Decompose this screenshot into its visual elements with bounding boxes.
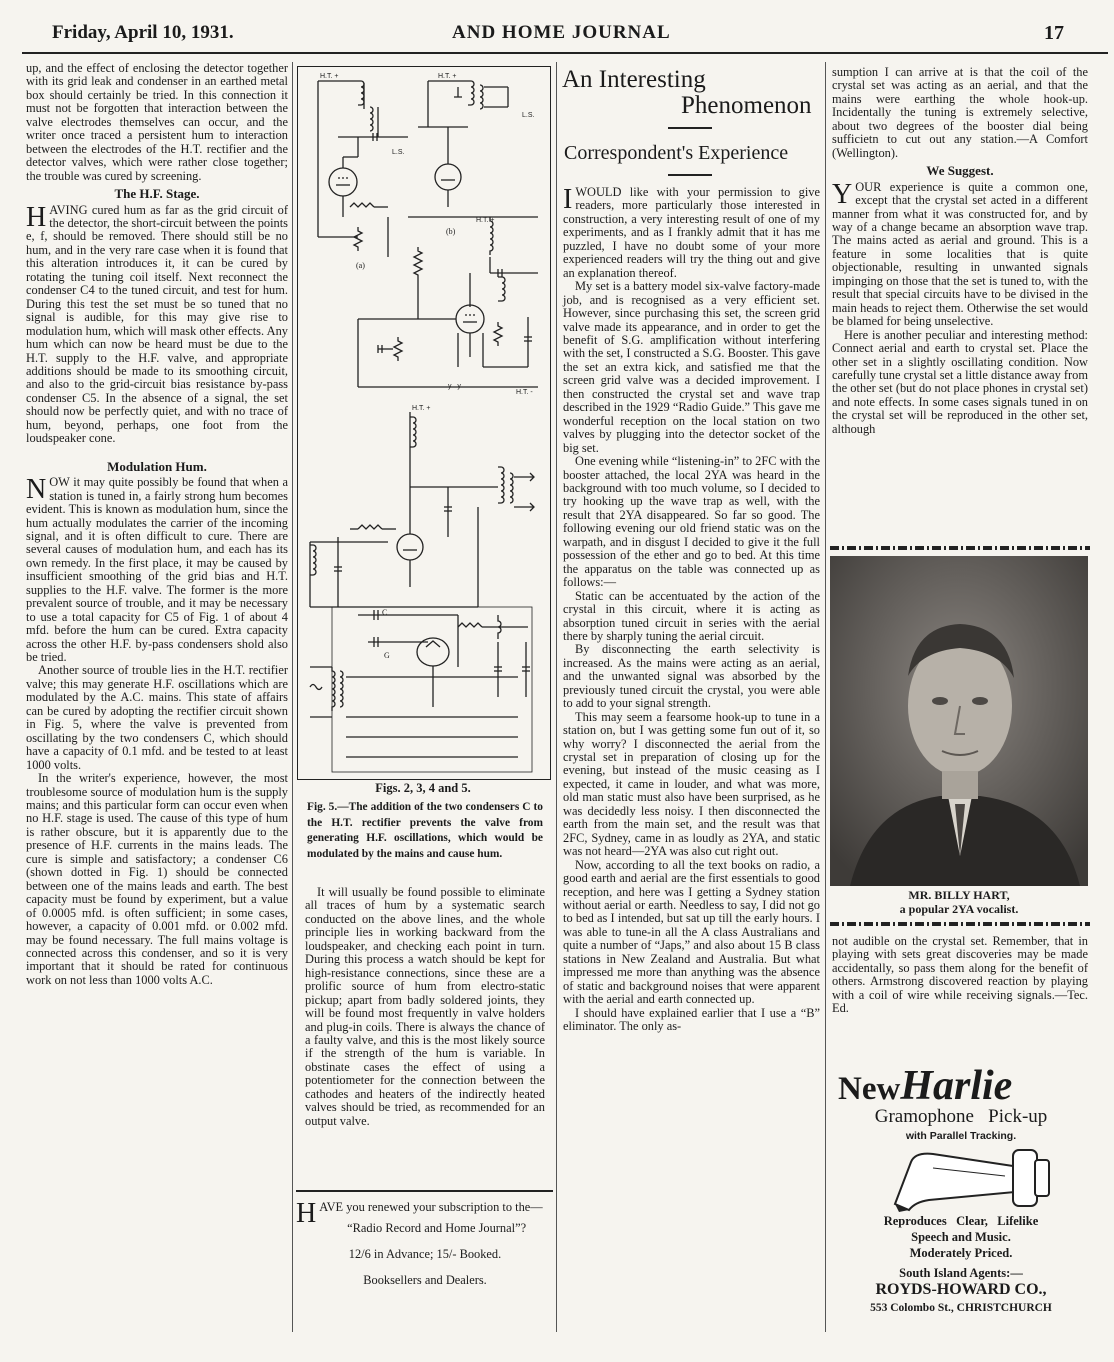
label-ht-plus: H.T. +: [438, 73, 457, 80]
drop-cap: H: [26, 201, 47, 233]
headline-line-2: Phenomenon: [681, 92, 812, 119]
label-ht-plus: H.T. +: [412, 405, 431, 412]
ad-line-3: Moderately Priced.: [909, 1246, 1013, 1260]
article-paragraph: This may seem a fearsome hook-up to tune in a station on, but I was getting some fun out of it, so why worry? I disconnected the aerial from the crystal set in preparation of closing up for the evening, but instead of the music ceasing as I expected, it came in louder, and what was more, old man static must also have been surprised, as he was decidedly less noisy. I then disconnected the earth from the main set, and the result was that 2FC, Sydney, came in as loudly as 2YA, and static was not heard—2YA was also cut right out.: [563, 709, 820, 859]
ad-company: ROYDS-HOWARD CO.,: [875, 1281, 1047, 1298]
column-rule: [556, 62, 557, 1332]
subscription-title: “Radio Record and Home Journal”?: [347, 1221, 527, 1235]
col1-paragraph: In the writer's experience, however, the most troublesome source of modulation hum is the supply mains; and this particular form can occur even when no H.F. stage is used. The cause of this type of hum is rather obscure, but it is apparently due to the presence of H.F. currents in the mains leads. The cure is simple and satisfactory; a condenser C6 (shown dotted in Fig. 1) should be connected between one of the mains leads and earth. The best capacity must be found by experiment, but a value of 0.0005 mfd. is often sufficient; in some cases, however, a capacity of 0.001 mfd. or 0.002 mfd. may be found necessary. The full mains voltage is connected across this condenser, and so it is very important that it should be rated for continuous work on not less than 1000 volts A.C.: [26, 771, 288, 987]
column-4-continued: [832, 935, 1088, 1016]
ad-brand-new: New: [838, 1071, 901, 1107]
label-yy: y y: [448, 383, 461, 390]
article-subhead: Correspondent's Experience: [564, 142, 789, 164]
photo-border-top: [830, 546, 1090, 550]
article-paragraph: One evening while “listening-in” to 2FC with the booster attached, the local 2YA was heard in the background with too much volume, so I decided to try hooking up the wave trap as well, with the result that 2YA disappeared. So far so good. The following evening our old friend static was on the warpath, and in disgust I decided to give it the full possession of the ether and go to bed. At this time the apparatus on the table was connected up as follows:—: [563, 454, 820, 590]
heading-modulation-hum: Modulation Hum.: [107, 458, 207, 474]
ad-line-2: Speech and Music.: [911, 1230, 1011, 1244]
column-2-text: [305, 886, 545, 1128]
col4-text: OUR experience is quite a common one, except that the crystal set acted in a different manner from what it was constructed for, and by way of a change became an absorption wave trap. The mains acted as aerial and ground. This is a feature in some localities that is quite objectionable, resulting in unwanted signals impinging on those that the set is tuned to, with the result that special circuits have to be divised in the main heads to reject them. Otherwise the set would be blamed for being unselective.: [832, 179, 1088, 329]
column-rule: [825, 62, 826, 1332]
column-4: [832, 66, 1088, 436]
ad-tagline: with Parallel Tracking.: [905, 1130, 1017, 1142]
label-c: C: [382, 608, 388, 617]
label-ht-plus: H.T. +: [476, 217, 495, 224]
heading-hf-stage: The H.F. Stage.: [114, 186, 200, 202]
col1-paragraph: Another source of trouble lies in the H.T. rectifier valve; this may generate H.F. oscillations which are modulated by the A.C. mains. This state of affairs can be cured by adopting the rectifier circuit shown in Fig. 5, where the valve is prevented from oscillating by the two condensers C, which should have a capacity of 0.1 mfd. and be tested to at least 1000 volts.: [26, 663, 288, 772]
column-1: [26, 62, 288, 987]
drop-cap: I: [563, 184, 573, 215]
col1-paragraph: [26, 201, 288, 446]
circuit-diagrams: [297, 66, 551, 780]
portrait-photo: [830, 556, 1088, 886]
photo-caption-desc: a popular 2YA vocalist.: [899, 902, 1019, 916]
subhead-rule: [668, 174, 712, 176]
ad-brand: [838, 1062, 1012, 1110]
ad-line-1: Reproduces Clear, Lifelike: [883, 1214, 1039, 1228]
label-ht-plus: H.T. +: [320, 73, 339, 80]
drop-cap: Y: [832, 178, 853, 210]
column-rule: [292, 62, 293, 1332]
label-ls: L.S.: [522, 112, 535, 119]
label-fig-a: (a): [356, 261, 365, 270]
ad-address: 553 Colombo St., CHRISTCHURCH: [870, 1302, 1052, 1314]
column-3: [563, 186, 820, 1034]
photo-border-bottom: [830, 922, 1090, 926]
heading-we-suggest: We Suggest.: [926, 163, 994, 179]
article-paragraph: I should have explained earlier that I use a “B” eliminator. The only as-: [563, 1005, 820, 1034]
subscription-text: AVE you renewed your subscription to the—: [319, 1200, 543, 1214]
circuit-drawing: [298, 67, 550, 779]
article-paragraph: By disconnecting the earth selectivity is increased. As the mains were acting as an aerial, and the unwanted signal was absorbed by the previously tuned circuit the crystal, you were able to add to your signal strength.: [563, 642, 820, 711]
col4-paragraph: not audible on the crystal set. Remember, that in playing with sets great discoveries may be made accidentally, so pass them along for the benefit of others. Armstrong discovered reaction by playing with a coil of wire while receiving signals.—Tec. Ed.: [832, 934, 1088, 1016]
article-paragraph: Now, according to all the text books on radio, a good earth and aerial are the first essentials to good reception, and here was I getting a Sydney station without aerial or earth. Needless to say, I did not go to bed as I intended, but sat up till the early hours. I was able to tune-in all the A class Australians and quite a number of “Japs,” and also about 15 B class stations in New Zealand and Australia. But what impressed me more than anything was the absence of static and background noises that were apparent with the aerial and earth connected up.: [563, 857, 820, 1007]
article-text: WOULD like with your permission to give readers, more particularly those interested in construction, a very interesting result of one of my experiments, and as I frankly admit that it has me puzzled, I have no doubt some of your more experienced readers will try the thing out and give an explanation thereof.: [563, 185, 820, 280]
headline-line-1: An Interesting: [562, 66, 706, 93]
portrait-image: [830, 556, 1088, 886]
drop-cap: H: [296, 1198, 317, 1229]
section-rule: [296, 1190, 553, 1192]
label-ht-minus: H.T. -: [516, 389, 533, 396]
subscription-notice: [296, 1196, 554, 1293]
label-ls: L.S.: [392, 149, 405, 156]
advertisement: [830, 1062, 1092, 1324]
masthead-title: AND HOME JOURNAL: [452, 22, 671, 43]
headline-rule: [668, 127, 712, 129]
drop-cap: N: [26, 474, 47, 506]
ad-brand-name: Harlie: [900, 1063, 1013, 1109]
label-fig-b: (b): [446, 227, 456, 236]
col4-paragraph: Here is another peculiar and interesting method: Connect aerial and earth to crystal set. Place the other set in a slightly oscillating condition. Now carefully tune crystal set a little distance away from the other set (but do not place phones in crystal set) and note effects. In some cases signals tuned in on the crystal set will be reproduced in the other set, although: [832, 327, 1088, 436]
article-paragraph: [563, 186, 820, 280]
col1-text: OW it may quite possibly be found that when a station is tuned in, a fairly strong hum becomes evident. This is known as modulation hum, since the hum actually modulates the carrier of the incoming signal, and it is often difficult to cure. There are several causes of modulation hum, and each has its own remedy. In the first place, it may be caused by insufficient smoothing of the grid bias and H.T. supplies to the H.F. valve. The former is the more prevalent source of trouble, and it may be necessary to use a total capacity for C5 of Fig. 1 of about 4 mfd. before the hum can be cured. Extra capacity across the other H.F. by-pass condensers shold also be tried.: [26, 475, 288, 665]
col4-paragraph: [832, 178, 1088, 329]
header-rule: [22, 52, 1108, 54]
subscription-sellers: Booksellers and Dealers.: [363, 1273, 487, 1287]
fig5-caption: Fig. 5.—The addition of the two condensers C to the H.T. rectifier prevents the valve from generating H.F. oscillations, which would be modulated by the mains and cause hum.: [307, 801, 543, 860]
article-paragraph: My set is a battery model six-valve factory-made job, and is recognised as a very efficient set. However, since purchasing this set, the screen grid valve made its appearance, and in order to get the benefit of S.G. amplification without interfering with the set, I constructed a S.G. Booster. This gave the set an extra kick, and satisfied me that the screen grid valve was a decided improvement. I then constructed the crystal set and wave trap described in the 1929 “Radio Guide.” This gave me wonderful reception on the local station on two valves by plugging into the detector socket of the big set.: [563, 279, 820, 455]
photo-caption-name: MR. BILLY HART,: [908, 888, 1010, 902]
label-g: G: [384, 651, 390, 660]
issue-date: Friday, April 10, 1931.: [52, 22, 234, 43]
photo-caption: [830, 888, 1088, 916]
ad-product: Gramophone Pick-up: [874, 1106, 1048, 1127]
figures-caption: Figs. 2, 3, 4 and 5.: [375, 781, 471, 795]
pickup-illustration: [885, 1140, 1065, 1214]
col1-text: AVING cured hum as far as the grid circuit of the detector, the short-circuit between the points e, f, should be removed. There should still be no hum, and in the very rare case when it is found that this alteration introduces it, it can be cured by rotating the tuning coil itself. Next reconnect the condenser C4 to the tuned circuit, and test for hum. During this test the set must be so tuned that no signal is audible, for this may give rise to modulation hum, which will mask other effects. Any hum which can now be heard must be due to the H.T. supply to the H.F. valve, and appropriate additions should be made to its smoothing circuit, and also to the grid-circuit bias resistance by-pass condenser C5. In the absence of a signal, the set should now be perfectly quiet, and with no trace of hum, beyond, perhaps, one foot from the loudspeaker cone.: [26, 202, 288, 446]
col1-paragraph: up, and the effect of enclosing the detector together with its grid leak and condenser in an earthed metal box should certainly be tried. In this connection it must not be forgotten that interaction between the valve electrodes themselves can occur, and the writer once traced a persistent hum to interaction between the electrodes of the H.T. rectifier and the detector valves, which were rather close together; the trouble was cured by screening.: [26, 61, 288, 183]
col2-paragraph: It will usually be found possible to eliminate all traces of hum by a systematic search conducted on the above lines, and the whole principle lies in working backward from the loudspeaker, and checking each point in turn. During this process a watch should be kept for high-resistance connections, since these are a prolific source of hum from electro-static pickup; apart from badly soldered joints, they will be found most frequently in valve holders and plug-in coils. There is always the chance of a faulty valve, and this is the most likely source if the strength of the hum is variable. In obstinate cases the effect of using a potentiometer for the connection between the cathodes and heaters of the indirectly heated valves should be tried, as recommended for an output valve.: [305, 885, 545, 1128]
subscription-price: 12/6 in Advance; 15/- Booked.: [348, 1247, 502, 1261]
page-number: 17: [1044, 22, 1064, 44]
article-paragraph: Static can be accentuated by the action of the crystal in this circuit, where it is acting as absorption tuned circuit in series with the aerial there by sharply tuning the aerial circuit.: [563, 588, 820, 643]
col4-paragraph: sumption I can arrive at is that the coil of the crystal set was acting as an aerial, and that the mains were earthing the whole hook-up. Incidentally the tuning is extremely selective, about two degrees of the booster dial being sufficietn to cut out any station.—A Comfort (Wellington).: [832, 65, 1088, 160]
col1-paragraph: [26, 476, 288, 664]
ad-line-4: South Island Agents:—: [899, 1266, 1023, 1280]
